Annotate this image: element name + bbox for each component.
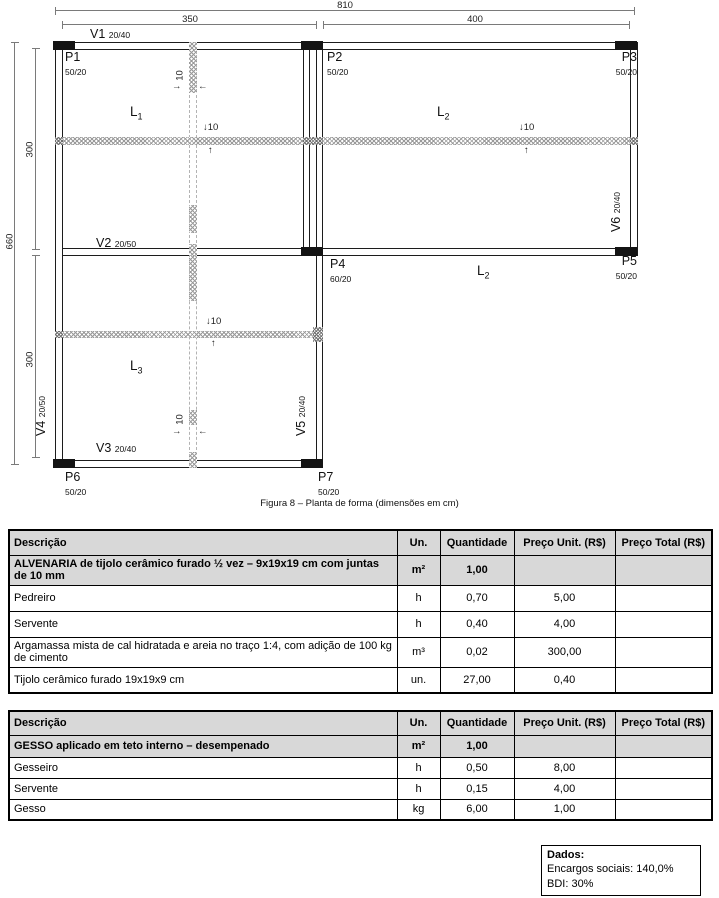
column-name: P1 (65, 50, 81, 64)
beam-v1-right (317, 42, 637, 50)
cell-unit-price: 5,00 (514, 585, 615, 611)
cell-desc: Pedreiro (9, 585, 397, 611)
beam-label-v4 (34, 396, 48, 436)
wall-vertical-seg (189, 205, 197, 233)
beam-label-v6 (609, 192, 623, 232)
dados-encargos: Encargos sociais: 140,0% (547, 863, 674, 876)
cell-desc: Gesseiro (9, 757, 397, 778)
cell-unit-price: 4,00 (514, 778, 615, 799)
beam-label-v3 (96, 441, 136, 455)
column-label-p5 (590, 255, 637, 282)
table-header-row (9, 711, 712, 735)
column-size: 50/20 (318, 486, 340, 497)
cell-qty: 1,00 (440, 735, 514, 757)
beam-right-block-bottom (317, 248, 637, 256)
arrow-up-icon: ↑ (524, 145, 529, 156)
wall-thickness-value: 10 (523, 122, 535, 133)
wall-beam-crossing (55, 331, 63, 338)
column-size: 50/20 (65, 66, 87, 77)
cell-unit-price (514, 555, 615, 585)
table-row (9, 778, 712, 799)
col-header-un: Un. (397, 711, 440, 735)
cell-desc: Servente (9, 611, 397, 637)
beam-v1-left (55, 42, 310, 50)
table-row (9, 585, 712, 611)
column-name: P2 (327, 50, 343, 64)
dim-label-400: 400 (467, 14, 483, 25)
cell-qty: 27,00 (440, 667, 514, 693)
column-name: P4 (330, 257, 346, 271)
beam-upper-left-right-edge (303, 42, 310, 256)
wall-horizontal-upper (55, 137, 637, 145)
column-size: 50/20 (615, 270, 637, 281)
col-header-descricao: Descrição (9, 530, 397, 555)
cell-total-price (615, 611, 712, 637)
dim-label-810: 810 (337, 0, 353, 11)
slab-name: L (130, 104, 138, 119)
cell-unit-price: 8,00 (514, 757, 615, 778)
arrow-down-icon: ↓ (203, 122, 208, 133)
wall-horizontal-lower (55, 331, 322, 338)
column-name: P6 (65, 470, 81, 484)
dados-bdi: BDI: 30% (547, 877, 594, 890)
cell-total-price (615, 637, 712, 667)
cell-desc: GESSO aplicado em teto interno – desempenado (9, 735, 397, 757)
cell-unit-price (514, 735, 615, 757)
dados-box (541, 845, 701, 896)
dim-line-660 (14, 42, 15, 465)
beam-name: V6 (609, 216, 624, 233)
arrow-right-icon: → (172, 81, 182, 92)
wall-beam-crossing (313, 327, 323, 342)
cell-un: un. (397, 667, 440, 693)
beam-label-v5 (294, 396, 308, 436)
beam-name: V4 (34, 420, 49, 437)
cell-qty: 0,70 (440, 585, 514, 611)
cell-un: m³ (397, 637, 440, 667)
column-label-p1 (65, 51, 86, 78)
dim-label-660: 660 (4, 233, 16, 250)
arrow-down-icon: ↓ (519, 122, 524, 133)
cell-un: h (397, 585, 440, 611)
table-row (9, 757, 712, 778)
cell-unit-price: 4,00 (514, 611, 615, 637)
slab-index: 2 (484, 270, 490, 281)
wall-beam-crossing (55, 137, 63, 145)
col-header-un: Un. (397, 530, 440, 555)
dados-title: Dados: (547, 849, 585, 861)
cell-unit-price: 0,40 (514, 667, 615, 693)
beam-name: V2 (96, 236, 112, 250)
cell-qty: 0,40 (440, 611, 514, 637)
slab-label-l2b (477, 263, 490, 281)
figure-caption: Figura 8 – Planta de forma (dimensões em cm) (260, 498, 459, 509)
wall-thickness-callout (519, 123, 534, 133)
cell-qty: 6,00 (440, 799, 514, 820)
wall-vertical-seg (189, 50, 197, 93)
wall-thickness-value-rotated: 10 (174, 70, 186, 81)
col-header-quantidade: Quantidade (440, 530, 514, 555)
wall-thickness-value: 10 (207, 122, 219, 133)
table-row (9, 637, 712, 667)
column-label-p6 (65, 471, 86, 498)
arrow-right-icon: → (172, 426, 182, 437)
wall-vertical-seg (189, 410, 197, 425)
slab-name: L (130, 358, 138, 373)
table-row (9, 735, 712, 757)
beam-name: V5 (294, 420, 309, 437)
col-header-preco-unit: Preço Unit. (R$) (514, 711, 615, 735)
cell-unit-price: 1,00 (514, 799, 615, 820)
beam-name: V3 (96, 441, 112, 455)
slab-index: 2 (444, 111, 450, 122)
column-p6 (53, 459, 75, 468)
wall-thickness-callout (203, 123, 218, 133)
dim-label-300-upper: 300 (24, 141, 36, 158)
table-row (9, 667, 712, 693)
column-p1 (53, 41, 75, 50)
slab-label-l2 (437, 104, 450, 122)
col-header-quantidade: Quantidade (440, 711, 514, 735)
table-row (9, 799, 712, 820)
dim-label-350: 350 (182, 14, 198, 25)
cost-table-gesso (8, 710, 713, 821)
dim-label-300-lower: 300 (24, 351, 36, 368)
column-label-p7 (318, 471, 339, 498)
col-header-preco-unit: Preço Unit. (R$) (514, 530, 615, 555)
wall-vertical-seg (189, 42, 197, 50)
table-row (9, 555, 712, 585)
cell-total-price (615, 778, 712, 799)
cell-total-price (615, 799, 712, 820)
beam-name: V1 (90, 27, 106, 41)
cell-qty: 0,02 (440, 637, 514, 667)
column-label-p3 (590, 51, 637, 78)
cell-un: h (397, 611, 440, 637)
beam-size: 20/40 (108, 30, 131, 40)
table-row (9, 611, 712, 637)
wall-vertical-seg (189, 452, 197, 468)
wall-vertical-seg (189, 244, 197, 256)
table-header-row (9, 530, 712, 555)
cell-un: h (397, 778, 440, 799)
cell-un: m² (397, 735, 440, 757)
arrow-down-icon: ↓ (206, 316, 211, 327)
cell-total-price (615, 757, 712, 778)
wall-thickness-value-rotated: 10 (174, 414, 186, 425)
cell-un: h (397, 757, 440, 778)
slab-label-l3 (130, 358, 143, 376)
slab-index: 1 (137, 111, 143, 122)
cell-un: kg (397, 799, 440, 820)
cell-total-price (615, 735, 712, 757)
cell-unit-price: 300,00 (514, 637, 615, 667)
column-label-p2 (327, 51, 348, 78)
cell-qty: 0,15 (440, 778, 514, 799)
cell-desc: ALVENARIA de tijolo cerâmico furado ½ vez – 9x19x19 cm com juntas de 10 mm (9, 555, 397, 585)
slab-label-l1 (130, 104, 143, 122)
cell-total-price (615, 555, 712, 585)
column-p4 (301, 247, 323, 256)
cell-desc: Servente (9, 778, 397, 799)
arrow-left-icon: ← (198, 426, 208, 437)
arrow-left-icon: ← (198, 81, 208, 92)
wall-beam-crossing (303, 137, 323, 145)
cell-desc: Argamassa mista de cal hidratada e areia no traço 1:4, com adição de 100 kg de cimento (9, 637, 397, 667)
cell-qty: 0,50 (440, 757, 514, 778)
column-size: 50/20 (615, 66, 637, 77)
column-size: 60/20 (330, 273, 352, 284)
cell-total-price (615, 585, 712, 611)
slab-name: L (477, 263, 485, 278)
beam-label-v2 (96, 236, 136, 250)
column-name: P5 (621, 254, 637, 268)
column-size: 50/20 (327, 66, 349, 77)
cell-qty: 1,00 (440, 555, 514, 585)
column-p7 (301, 459, 323, 468)
col-header-preco-total: Preço Total (R$) (615, 711, 712, 735)
cost-table-alvenaria (8, 529, 713, 694)
cell-desc: Tijolo cerâmico furado 19x19x9 cm (9, 667, 397, 693)
column-label-p4 (330, 258, 351, 285)
arrow-up-icon: ↑ (208, 145, 213, 156)
column-name: P3 (621, 50, 637, 64)
beam-label-v1 (90, 27, 130, 41)
cell-un: m² (397, 555, 440, 585)
col-header-preco-total: Preço Total (R$) (615, 530, 712, 555)
column-name: P7 (318, 470, 334, 484)
wall-beam-crossing (630, 137, 638, 145)
wall-thickness-value: 10 (210, 316, 222, 327)
cell-desc: Gesso (9, 799, 397, 820)
column-p2 (301, 41, 323, 50)
slab-name: L (437, 104, 445, 119)
beam-size: 20/40 (612, 191, 623, 214)
slab-index: 3 (137, 365, 143, 376)
column-size: 50/20 (65, 486, 87, 497)
column-p3 (615, 41, 637, 50)
wall-vertical-seg (189, 256, 197, 301)
beam-size: 20/40 (297, 395, 308, 418)
beam-size: 20/50 (37, 395, 48, 418)
arrow-up-icon: ↑ (211, 338, 216, 349)
beam-v4-left-edge (55, 42, 63, 468)
col-header-descricao: Descrição (9, 711, 397, 735)
beam-size: 20/40 (114, 444, 137, 454)
beam-size: 20/50 (114, 239, 137, 249)
wall-thickness-callout (206, 317, 221, 327)
cell-total-price (615, 667, 712, 693)
